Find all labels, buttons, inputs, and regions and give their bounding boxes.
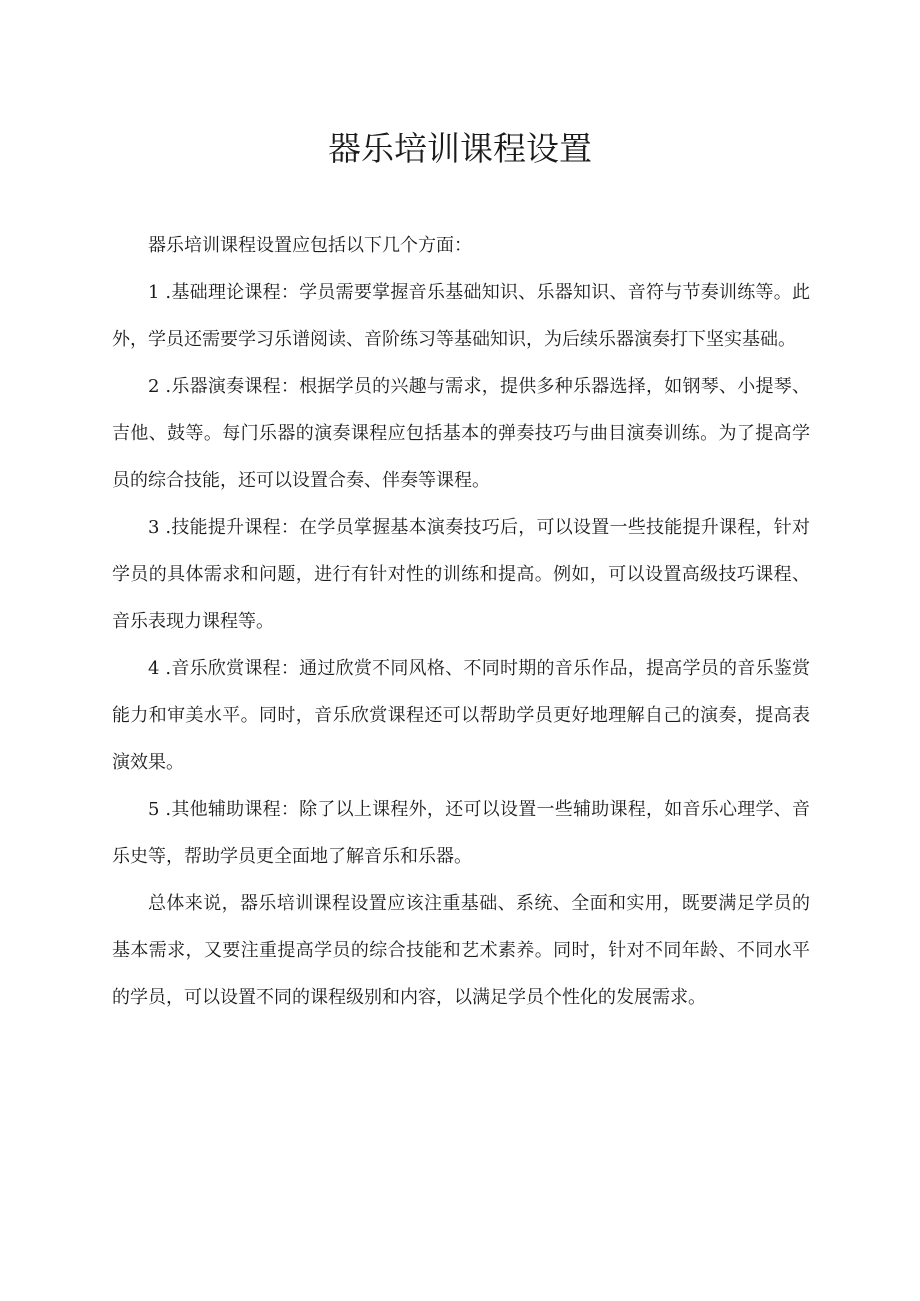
paragraph-item-2: 2 .乐器演奏课程：根据学员的兴趣与需求，提供多种乐器选择，如钢琴、小提琴、吉他、鼓等。每门乐器的演奏课程应包括基本的弹奏技巧与曲目演奏训练。为了提高学员的综合技能，还可以设置合奏、伴奏等课程。 [112,376,810,491]
paragraph-intro: 器乐培训课程设置应包括以下几个方面： [148,235,472,256]
page-title: 器乐培训课程设置 [328,129,592,168]
paragraph-summary: 总体来说，器乐培训课程设置应该注重基础、系统、全面和实用，既要满足学员的基本需求，又要注重提高学员的综合技能和艺术素养。同时，针对不同年龄、不同水平的学员，可以设置不同的课程级别和内容，以满足学员个性化的发展需求。 [112,893,810,1008]
paragraph-item-5: 5 .其他辅助课程：除了以上课程外，还可以设置一些辅助课程，如音乐心理学、音乐史等，帮助学员更全面地了解音乐和乐器。 [112,799,810,867]
paragraph-item-1: 1 .基础理论课程：学员需要掌握音乐基础知识、乐器知识、音符与节奏训练等。此外，学员还需要学习乐谱阅读、音阶练习等基础知识，为后续乐器演奏打下坚实基础。 [112,282,810,350]
document-body [112,222,810,1021]
paragraph-item-4: 4 .音乐欣赏课程：通过欣赏不同风格、不同时期的音乐作品，提高学员的音乐鉴赏能力和审美水平。同时，音乐欣赏课程还可以帮助学员更好地理解自己的演奏，提高表演效果。 [112,658,810,773]
paragraph-item-3: 3 .技能提升课程：在学员掌握基本演奏技巧后，可以设置一些技能提升课程，针对学员的具体需求和问题，进行有针对性的训练和提高。例如，可以设置高级技巧课程、音乐表现力课程等。 [112,517,810,632]
